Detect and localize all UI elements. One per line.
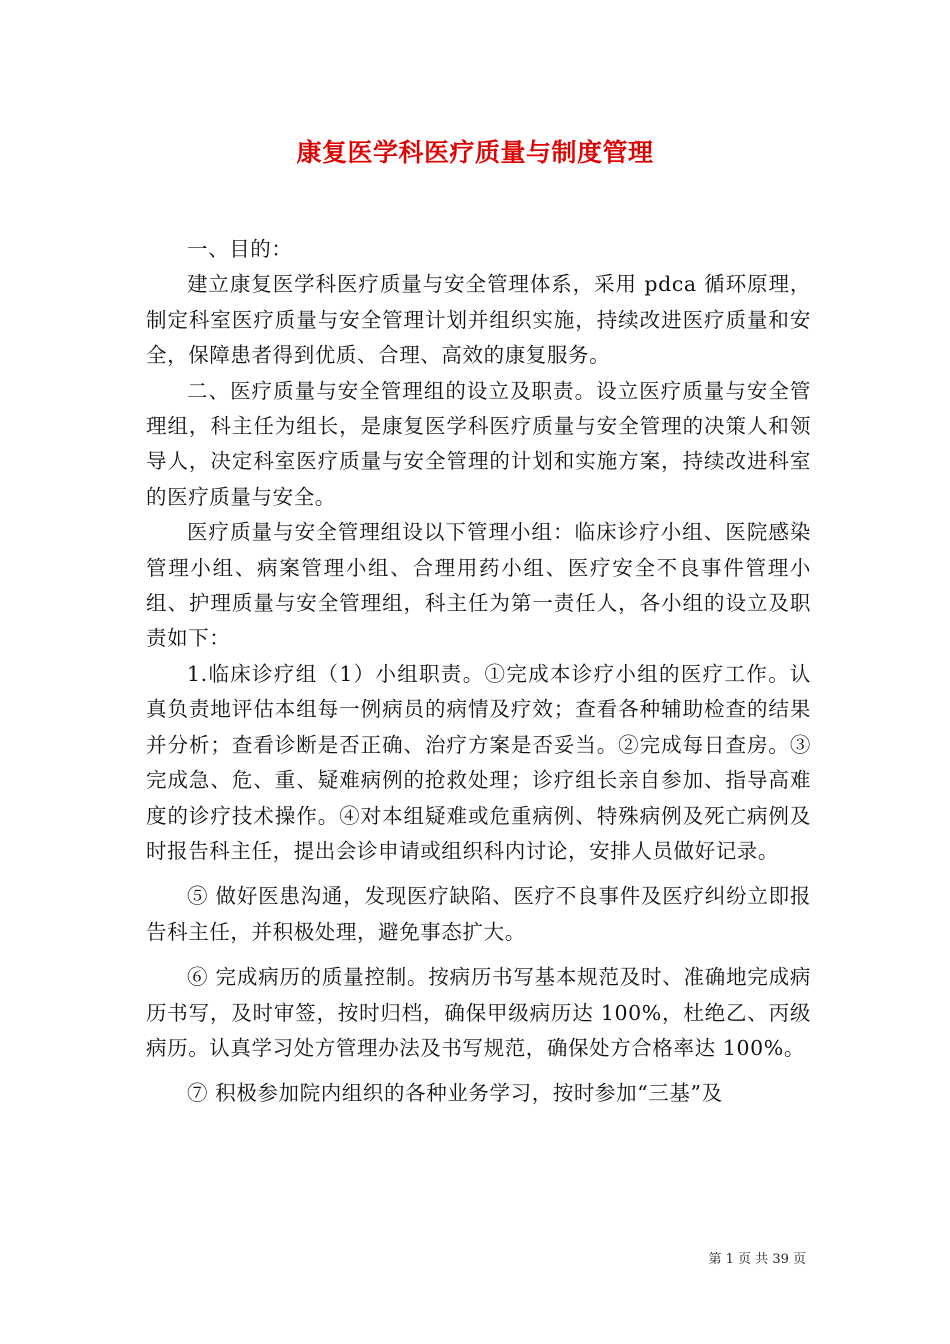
paragraph-item-7: ⑦ 积极参加院内组织的各种业务学习，按时参加“三基”及 xyxy=(187,1081,723,1106)
page-number: 第 1 页 共 39 页 xyxy=(708,1252,806,1267)
paragraph-management-group: 二、医疗质量与安全管理组的设立及职责。设立医疗质量与安全管理组，科主任为组长，是康复医学科医疗质量与安全管理的决策人和领导人，决定科室医疗质量与安全管理的计划和实施方案，持续改进科室的医疗质量与安全。 xyxy=(146,378,811,509)
paragraph-item-5: ⑤ 做好医患沟通，发现医疗缺陷、医疗不良事件及医疗纠纷立即报告科主任，并积极处理，避免事态扩大。 xyxy=(146,884,811,944)
document-body xyxy=(146,232,811,1112)
document-title: 康复医学科医疗质量与制度管理 xyxy=(296,138,654,167)
paragraph-purpose-text: 建立康复医学科医疗质量与安全管理体系，采用 pdca 循环原理，制定科室医疗质量与安全管理计划并组织实施，持续改进医疗质量和安全，保障患者得到优质、合理、高效的康复服务。 xyxy=(146,272,811,368)
paragraph-item-6: ⑥ 完成病历的质量控制。按病历书写基本规范及时、准确地完成病历书写，及时审签，按时归档，确保甲级病历达 100%，杜绝乙、丙级病历。认真学习处方管理办法及书写规范，确保处方合格率达 100%。 xyxy=(146,965,811,1060)
paragraph-purpose-heading: 一、目的： xyxy=(187,237,293,261)
paragraph-subgroups: 医疗质量与安全管理组设以下管理小组：临床诊疗小组、医院感染管理小组、病案管理小组、合理用药小组、医疗安全不良事件管理小组、护理质量与安全管理组，科主任为第一责任人，各小组的设立及职责如下： xyxy=(146,520,811,651)
paragraph-clinical-group-duties: 1.临床诊疗组（1）小组职责。①完成本诊疗小组的医疗工作。认真负责地评估本组每一例病员的病情及疗效；查看各种辅助检查的结果并分析；查看诊断是否正确、治疗方案是否妥当。②完成每日查房。③完成急、危、重、疑难病例的抢救处理；诊疗组长亲自参加、指导高难度的诊疗技术操作。④对本组疑难或危重病例、特殊病例及死亡病例及时报告科主任，提出会诊申请或组织科内讨论，安排人员做好记录。 xyxy=(146,661,811,863)
